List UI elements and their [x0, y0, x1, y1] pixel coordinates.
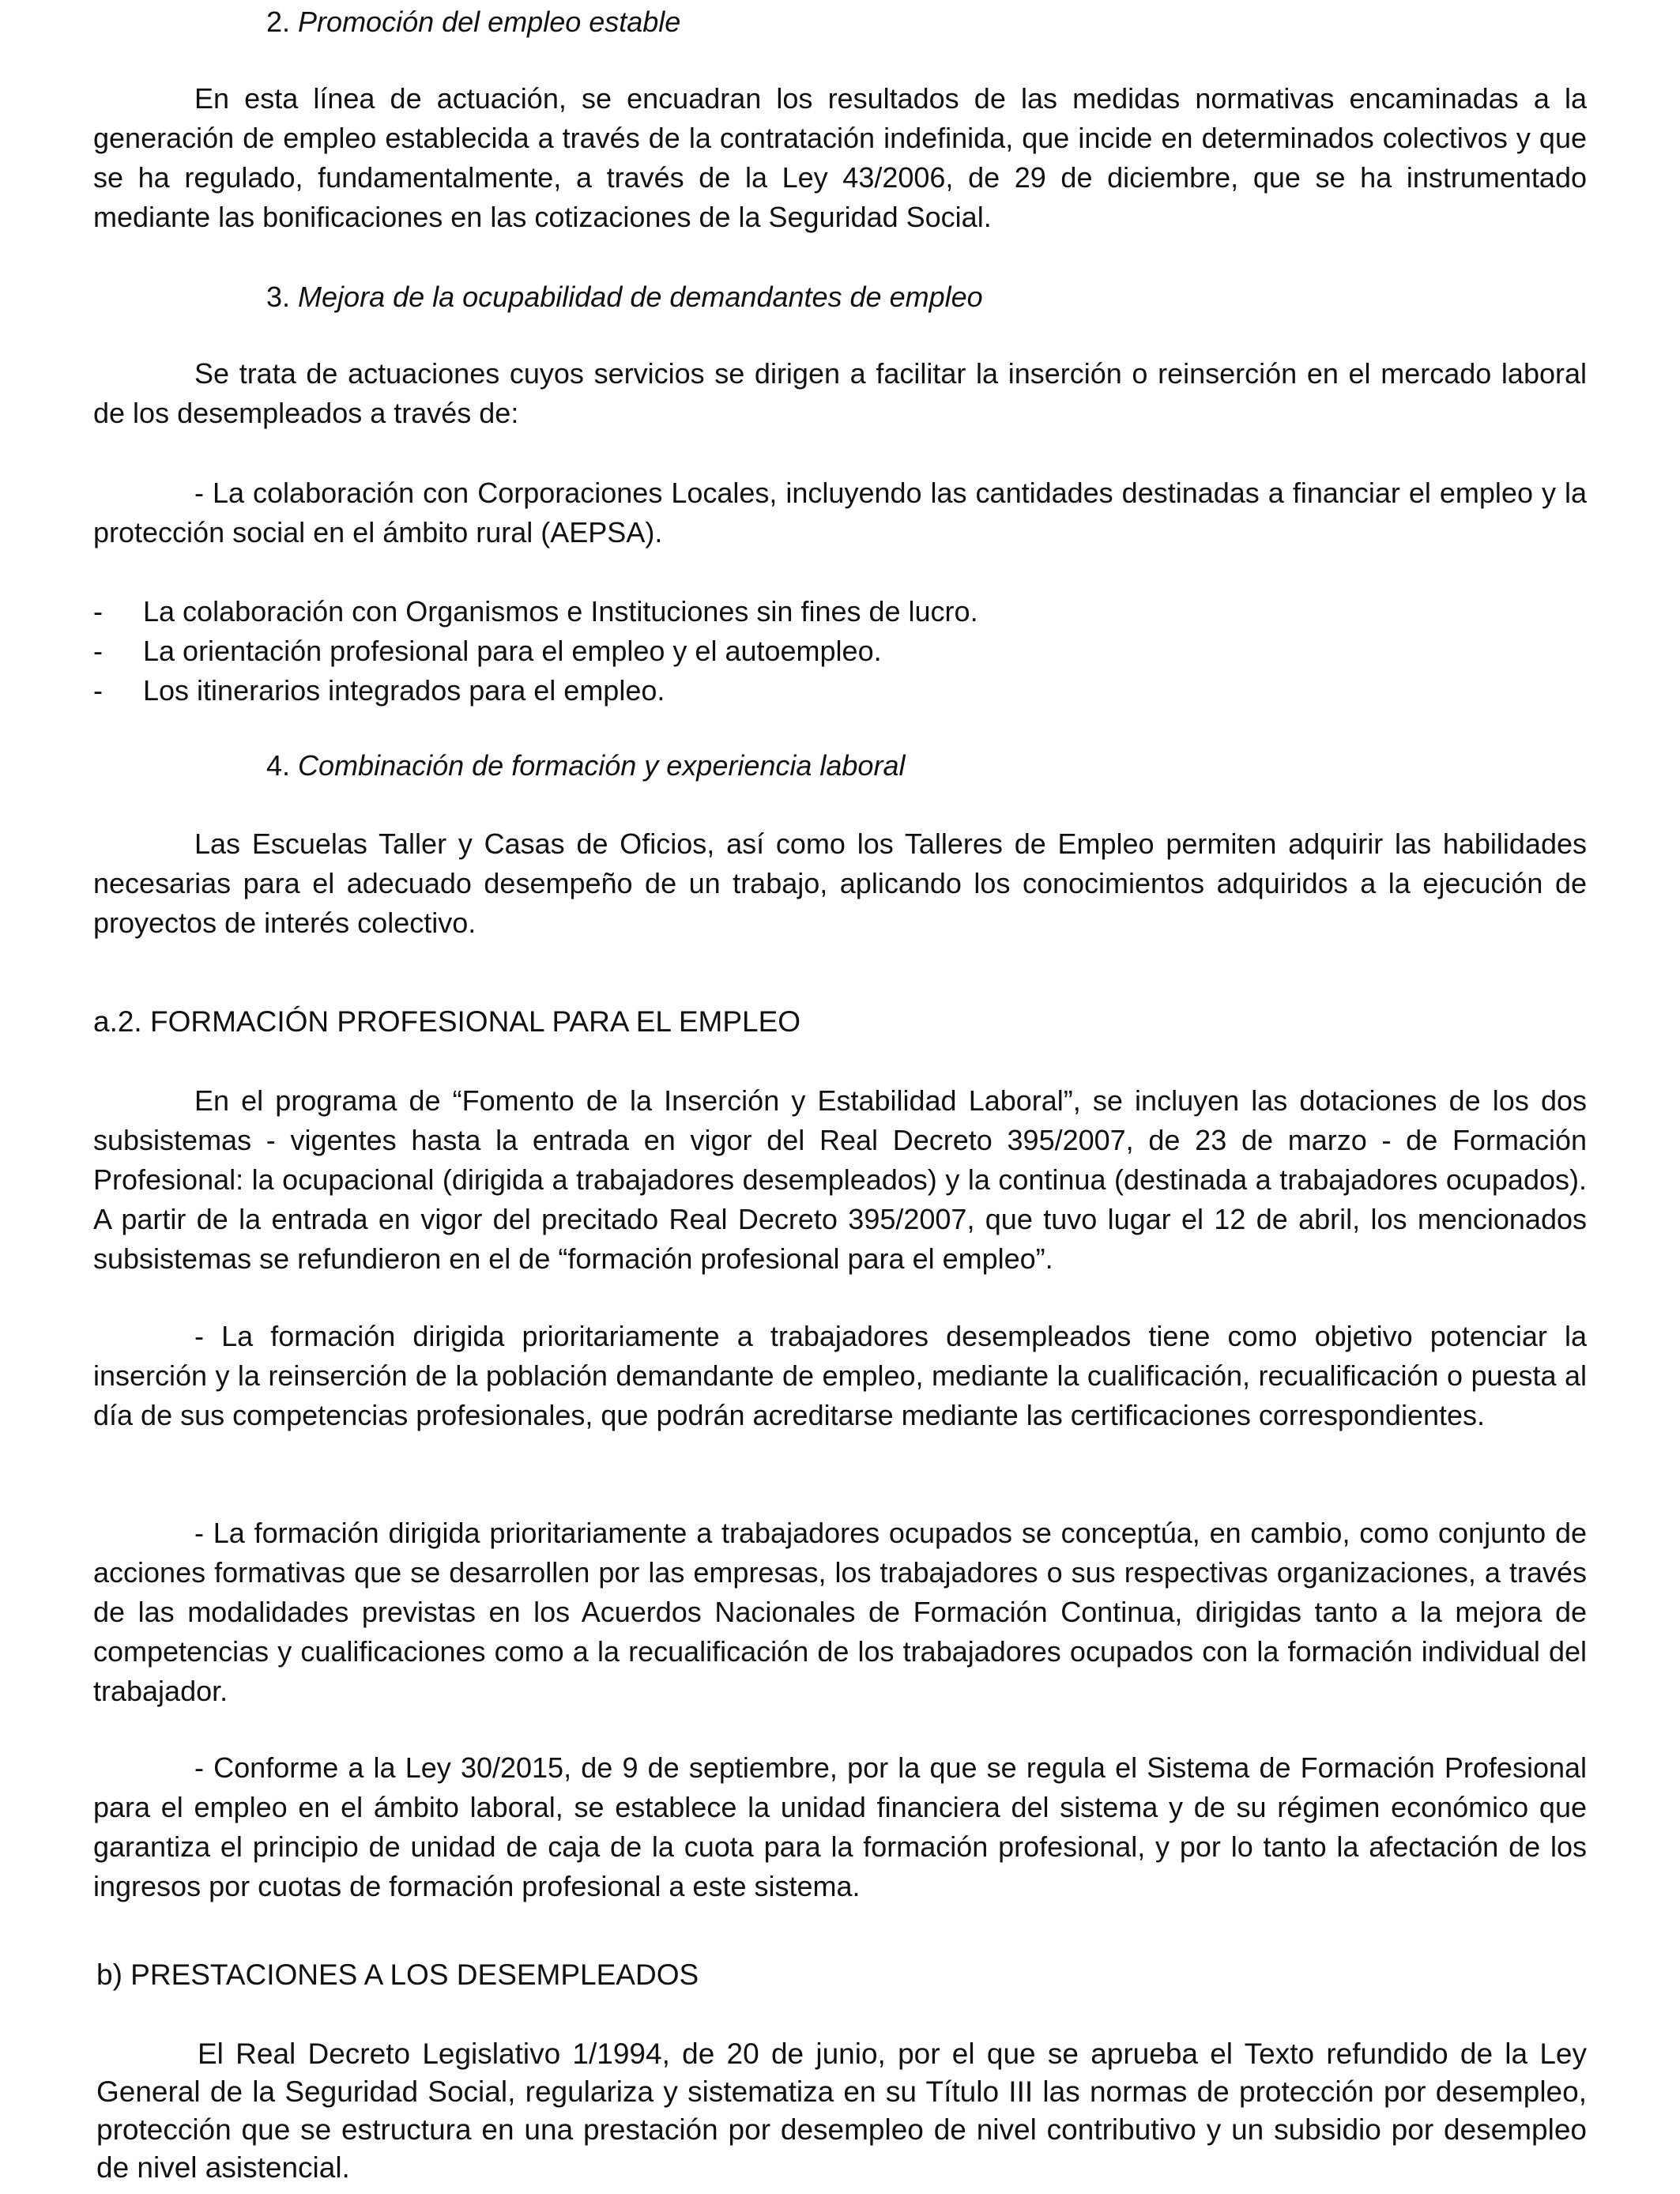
list-item [93, 592, 1587, 631]
section-number: 4. [266, 749, 291, 782]
list-item: - La colaboración con Corporaciones Locales, incluyendo las cantidades destinadas a financiar el empleo y la protección social en el ámbito rural (AEPSA). [93, 477, 1587, 548]
list-item-text: Los itinerarios integrados para el empleo. [143, 674, 665, 707]
paragraph: - La formación dirigida prioritariamente a trabajadores ocupados se conceptúa, en cambio, como conjunto de acciones formativas que se desarrollen por las empresas, los trabajadores o sus respectivas organizaciones, a través de las modalidades previstas en los Acuerdos Nacionales de Formación Continua, dirigidas tanto a la mejora de competencias y cualificaciones como a la recualificación de los trabajadores ocupados con la formación individual del trabajador. [93, 1517, 1587, 1707]
section-heading-2 [266, 2, 680, 42]
section-heading-3 [266, 277, 983, 317]
paragraph: - La formación dirigida prioritariamente a trabajadores desempleados tiene como objetivo potenciar la inserción y la reinserción de la población demandante de empleo, mediante la cualificación, recualificación o puesta al día de sus competencias profesionales, que podrán acreditarse mediante las certificaciones correspondientes. [93, 1320, 1587, 1431]
paragraph: - Conforme a la Ley 30/2015, de 9 de septiembre, por la que se regula el Sistema de Formación Profesional para el empleo en el ámbito laboral, se establece la unidad financiera del sistema y de su régimen económico que garantiza el principio de unidad de caja de la cuota para la formación profesional, y por lo tanto la afectación de los ingresos por cuotas de formación profesional a este sistema. [93, 1751, 1587, 1902]
list-item-text: La colaboración con Organismos e Instituciones sin fines de lucro. [143, 595, 978, 628]
paragraph: El Real Decreto Legislativo 1/1994, de 20 de junio, por el que se aprueba el Texto refundido de la Ley General de la Seguridad Social, regulariza y sistematiza en su Título III las normas de protección por desempleo, protección que se estructura en una prestación por desempleo de nivel contributivo y un subsidio por desempleo de nivel asistencial. [96, 2038, 1587, 2184]
bullet-list [93, 592, 1587, 711]
paragraph: Las Escuelas Taller y Casas de Oficios, así como los Talleres de Empleo permiten adquirir las habilidades necesarias para el adecuado desempeño de un trabajo, aplicando los conocimientos adquiridos a la ejecución de proyectos de interés colectivo. [93, 827, 1587, 939]
section-number: 3. [266, 281, 291, 313]
bullet-dash: - [93, 595, 103, 628]
bullet-dash: - [93, 674, 103, 707]
paragraph: Se trata de actuaciones cuyos servicios se dirigen a facilitar la inserción o reinserción en el mercado laboral de los desempleados a través de: [93, 357, 1587, 429]
section-heading-4 [266, 746, 905, 786]
section-heading-b: b) PRESTACIONES A LOS DESEMPLEADOS [96, 1958, 699, 1991]
bullet-dash: - [93, 635, 103, 667]
list-item [93, 671, 1587, 711]
section-title: Promoción del empleo estable [298, 6, 681, 38]
list-item-text: La orientación profesional para el empleo y el autoempleo. [143, 635, 882, 667]
paragraph: En esta línea de actuación, se encuadran los resultados de las medidas normativas encaminadas a la generación de empleo establecida a través de la contratación indefinida, que incide en determinados colectivos y que se ha regulado, fundamentalmente, a través de la Ley 43/2006, de 29 de diciembre, que se ha instrumentado mediante las bonificaciones en las cotizaciones de la Seguridad Social. [93, 82, 1587, 233]
section-title: Combinación de formación y experiencia laboral [298, 749, 906, 782]
section-heading-a2: a.2. FORMACIÓN PROFESIONAL PARA EL EMPLEO [93, 1005, 801, 1038]
list-item [93, 631, 1587, 671]
section-title: Mejora de la ocupabilidad de demandantes de empleo [298, 281, 983, 313]
paragraph: En el programa de “Fomento de la Inserción y Estabilidad Laboral”, se incluyen las dotaciones de los dos subsistemas - vigentes hasta la entrada en vigor del Real Decreto 395/2007, de 23 de marzo - de Formación Profesional: la ocupacional (dirigida a trabajadores desempleados) y la continua (destinada a trabajadores ocupados). A partir de la entrada en vigor del precitado Real Decreto 395/2007, que tuvo lugar el 12 de abril, los mencionados subsistemas se refundieron en el de “formación profesional para el empleo”. [93, 1084, 1587, 1275]
section-number: 2. [266, 6, 291, 38]
